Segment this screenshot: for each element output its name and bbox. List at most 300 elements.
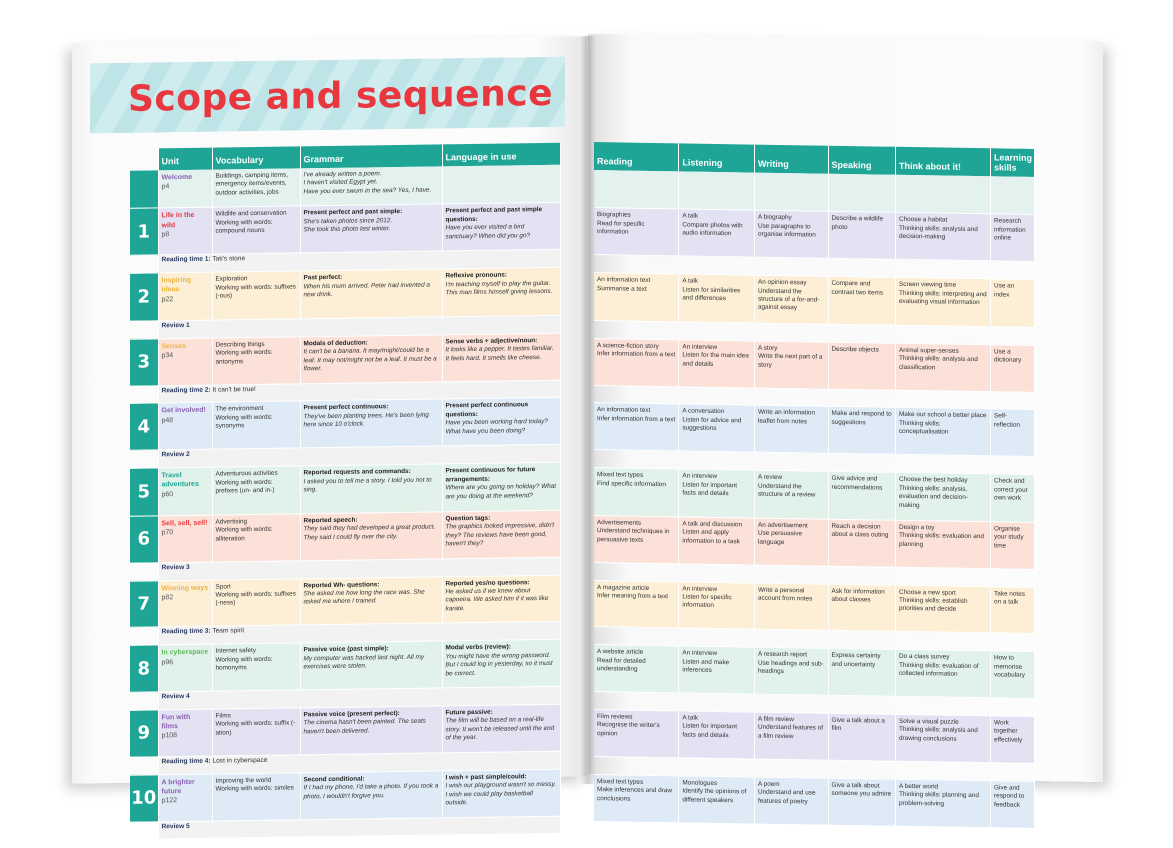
divider-bold: Review 4 — [161, 693, 190, 701]
cell-line: Listen for the main idea and details — [682, 351, 749, 368]
vocabulary-cell — [212, 514, 300, 562]
divider-spacer — [130, 627, 158, 645]
cell-line: Give and respond to feedback — [994, 784, 1025, 809]
cell-line: Mixed text types — [597, 471, 644, 479]
cell-line: Research information online — [994, 217, 1026, 242]
cell-line: How to memorise vocabulary — [994, 654, 1025, 680]
grammar-heading: Second conditional: — [303, 775, 365, 784]
cell-line: A better world — [898, 782, 939, 791]
language-heading: I wish + past simple/could: — [445, 772, 527, 782]
language-heading: Future passive: — [445, 708, 493, 717]
vocabulary-cell — [212, 708, 300, 756]
grammar-heading: Reported speech: — [303, 516, 358, 525]
cell-line: Make and respond to suggestions — [831, 410, 892, 427]
cell-line: Buildings, camping items, emergency items/events, outdoor activities, jobs — [215, 171, 288, 197]
cell-line: Thinking skills: analysis and drawing conclusions — [898, 726, 978, 743]
divider-bold: Review 1 — [161, 321, 190, 330]
listening-cell — [679, 469, 755, 518]
cell-line: Mixed text types — [597, 777, 644, 786]
divider-spacer — [130, 255, 158, 273]
left-page — [72, 36, 587, 830]
divider-bold: Reading time 1: — [161, 255, 211, 264]
cell-line: Choose the best holiday — [898, 475, 968, 485]
reading-cell — [594, 273, 679, 322]
grammar-heading: Passive voice (past simple): — [303, 645, 389, 654]
think-about-it-cell — [895, 472, 990, 521]
cell-line: An interview — [682, 472, 718, 481]
cell-line: Working with words: compound nouns — [215, 218, 273, 235]
unit-title: Senses — [161, 342, 187, 351]
listening-cell — [679, 171, 755, 210]
listening-cell — [679, 340, 755, 388]
unit-number: 10 — [130, 775, 158, 822]
cell-line: Sport — [215, 582, 231, 591]
vocabulary-cell — [212, 578, 300, 626]
learning-skills-cell — [991, 474, 1035, 522]
unit-row — [130, 203, 560, 256]
cell-line: A research report — [757, 650, 807, 659]
unit-page: p8 — [161, 231, 170, 239]
unit-row — [130, 640, 560, 693]
think-about-it-cell — [895, 277, 990, 326]
learning-skills-cell — [991, 781, 1035, 829]
cell-line: Compare and contrast two items — [831, 279, 884, 297]
language-in-use-cell — [442, 203, 560, 251]
cell-line: Working with words: synonyms — [215, 413, 273, 430]
unit-page: p108 — [161, 732, 178, 740]
grammar-cell — [300, 335, 442, 384]
unit-title: Fun with films — [161, 713, 191, 731]
cell-line: Reach a decision about a class outing — [831, 522, 889, 539]
unit-page: p70 — [161, 529, 174, 537]
speaking-cell — [828, 174, 895, 213]
learning-skills-cell — [991, 522, 1035, 570]
grammar-cell — [300, 166, 442, 206]
unit-page: p34 — [161, 352, 174, 360]
unit-number: 5 — [130, 468, 158, 516]
cell-line: Self-reflection — [994, 412, 1020, 429]
divider-spacer — [130, 450, 158, 468]
speaking-cell — [828, 713, 895, 761]
unit-row — [594, 710, 1035, 764]
unit-row — [130, 510, 560, 563]
cell-line: A talk and discussion — [682, 520, 743, 529]
cell-line: Use an index — [994, 282, 1015, 299]
unit-row — [594, 774, 1035, 828]
cell-line: Listen and apply information to a task — [682, 528, 740, 546]
cell-line: Working with words: suffix (-ation) — [215, 719, 296, 737]
cell-line: Film reviews — [597, 713, 633, 721]
grammar-example: My computer was hacked last night. All my exercises were stolen. — [303, 653, 425, 671]
language-in-use-cell — [442, 769, 560, 817]
divider-bold: Review 3 — [161, 563, 190, 572]
cell-line: Thinking skills: analysis, evaluation and decision-making — [898, 484, 968, 509]
cell-line: Listen for important facts and details — [682, 722, 738, 740]
divider-text: Lost in cyberspace — [212, 756, 268, 765]
cell-line: Working with words: homonyms — [215, 655, 273, 672]
divider-bold: Review 5 — [161, 822, 190, 830]
language-example: Have you ever visited a bird sanctuary? When did you go? — [445, 223, 531, 241]
listening-cell — [679, 274, 755, 323]
unit-page: p96 — [161, 658, 174, 666]
unit-title-cell — [158, 272, 212, 320]
language-heading: Reported yes/no questions: — [445, 578, 530, 587]
cell-line: Infer information from a text — [597, 350, 676, 359]
cell-line: Thinking skills: evaluation and planning — [898, 532, 984, 548]
cell-line: Screen viewing time — [898, 280, 957, 289]
cell-line: Organise your study time — [994, 525, 1024, 550]
cell-line: Identify the opinions of different speakers — [682, 787, 747, 804]
divider-spacer — [130, 757, 158, 775]
cell-line: Working with words: antonyms — [215, 348, 273, 366]
language-example: The film will be based on a real-life story. It won't be released until the end of the year. — [445, 716, 555, 742]
cell-line: Understand techniques in persuasive texts — [597, 527, 670, 544]
unit-row — [130, 769, 560, 822]
unit-row — [130, 267, 560, 321]
column-header: Unit — [158, 148, 212, 171]
cell-line: An information text — [597, 276, 651, 285]
cell-line: Listen for advice and suggestions — [682, 416, 742, 433]
grammar-example: I've already written a poem. — [303, 170, 382, 179]
vocabulary-cell — [212, 773, 300, 821]
cell-line: Give a talk about a film — [831, 716, 885, 733]
reading-cell — [594, 403, 679, 451]
cell-line: Wildlife and conservation — [215, 209, 287, 218]
speaking-cell — [828, 519, 895, 567]
language-in-use-cell — [442, 398, 560, 446]
cell-line: Use headings and sub-headings — [757, 659, 824, 676]
learning-skills-cell — [991, 344, 1035, 392]
unit-number: 4 — [130, 403, 158, 450]
cell-line: A film review — [757, 715, 794, 724]
think-about-it-cell — [895, 408, 990, 456]
column-header: Reading — [594, 142, 679, 171]
grammar-cell — [300, 706, 442, 755]
divider-bold: Review 2 — [161, 451, 190, 459]
unit-number — [130, 170, 158, 208]
cell-line: Adventurous activities — [215, 469, 278, 478]
unit-title-cell — [158, 644, 212, 692]
language-heading: Present continuous for future arrangements: — [445, 466, 536, 483]
unit-number: 3 — [130, 339, 158, 386]
language-in-use-cell — [442, 575, 560, 623]
grammar-cell — [300, 512, 442, 561]
writing-cell — [754, 647, 828, 695]
grammar-example: I asked you to tell me a story. I told you not to sing. — [303, 476, 432, 494]
unit-title-cell — [158, 709, 212, 757]
unit-row — [130, 165, 560, 209]
cell-line: Advertisements — [597, 518, 642, 527]
writing-cell — [754, 341, 828, 389]
cell-line: Express certainty and uncertainty — [831, 652, 881, 669]
cell-line: A science-fiction story — [597, 341, 659, 350]
writing-cell — [754, 275, 828, 324]
language-in-use-cell — [442, 704, 560, 752]
unit-row — [130, 704, 560, 757]
unit-page: p48 — [161, 416, 174, 425]
cell-line: Working with words: similes — [215, 784, 294, 793]
grammar-cell — [300, 771, 442, 820]
language-in-use-cell — [442, 640, 560, 688]
grammar-example: When his mum arrived, Peter had invented a new drink. — [303, 281, 430, 299]
reading-cell — [594, 774, 679, 822]
column-header: Think about it! — [895, 147, 990, 176]
unit-title-cell — [158, 515, 212, 563]
page-title: Scope and sequence — [128, 72, 553, 120]
cell-line: A magazine article — [597, 583, 650, 592]
left-table — [130, 143, 561, 840]
cell-line: Infer information from a text — [597, 414, 676, 424]
cell-line: Recognise the writer's opinion — [597, 721, 660, 738]
divider-bold: Reading time 4: — [161, 757, 211, 766]
cell-line: Work together effectively — [994, 719, 1023, 744]
think-about-it-cell — [895, 650, 990, 698]
listening-cell — [679, 517, 755, 565]
cell-line: A talk — [682, 212, 698, 221]
cell-line: An interview — [682, 649, 718, 658]
cell-line: Understand the structure of a review — [757, 482, 816, 499]
cell-line: A story — [757, 344, 778, 352]
unit-number: 2 — [130, 273, 158, 321]
cell-line: Thinking skills: interpreting and evaluating visual information — [898, 289, 987, 307]
cell-line: Write a personal account from notes — [757, 586, 813, 603]
cell-line: Infer meaning from a text — [597, 592, 669, 601]
unit-number-header — [130, 148, 158, 170]
reading-cell — [594, 580, 679, 628]
cell-line: Take notes on a talk — [994, 589, 1025, 606]
cell-line: An interview — [682, 343, 718, 351]
right-page — [588, 34, 1103, 809]
unit-title: In cyberspace — [161, 648, 209, 657]
unit-number: 7 — [130, 580, 158, 627]
cell-line: Working with words: prefixes (un- and in-) — [215, 478, 275, 495]
language-example: I wish our playground wasn't so messy. I wish we could play basketball outside. — [445, 781, 556, 807]
unit-number: 6 — [130, 516, 158, 563]
language-heading: Present perfect continuous questions: — [445, 401, 529, 419]
cell-line: A talk — [682, 277, 698, 285]
think-about-it-cell — [895, 175, 990, 214]
right-table — [594, 142, 1035, 846]
unit-row — [594, 515, 1035, 569]
learning-skills-cell — [991, 586, 1035, 634]
reading-cell — [594, 468, 679, 517]
cell-line: Improving the world — [215, 776, 272, 785]
grammar-cell — [300, 464, 442, 514]
writing-cell — [754, 777, 828, 825]
cell-line: Give a talk about someone you admire — [831, 781, 892, 798]
cell-line: Working with words: alliteration — [215, 526, 273, 543]
listening-cell — [679, 776, 755, 824]
vocabulary-cell — [212, 271, 300, 320]
column-header: Speaking — [828, 146, 895, 175]
writing-cell — [754, 405, 828, 453]
cell-line: A review — [757, 473, 783, 482]
column-header: Vocabulary — [212, 146, 300, 169]
speaking-cell — [828, 276, 895, 325]
think-about-it-cell — [895, 520, 990, 568]
vocabulary-cell — [212, 206, 300, 254]
speaking-cell — [828, 407, 895, 455]
unit-row — [594, 468, 1035, 523]
cell-line: Choose a habitat — [898, 216, 948, 224]
cell-line: Monologues — [682, 779, 718, 787]
language-heading: Question tags: — [445, 514, 491, 523]
grammar-heading: Past perfect: — [303, 273, 343, 282]
language-in-use-cell — [442, 267, 560, 316]
cell-line: Thinking skills: establish priorities and decide — [898, 596, 968, 614]
cell-line: Do a class survey — [898, 653, 950, 661]
unit-number: 1 — [130, 208, 158, 255]
unit-title: Sell, sell, sell! — [161, 519, 208, 528]
cell-line: Understand and use features of poetry — [757, 788, 816, 806]
cell-line: A poem — [757, 780, 780, 788]
column-header: Listening — [679, 143, 755, 172]
cell-line: A website article — [597, 648, 644, 657]
speaking-cell — [828, 212, 895, 260]
language-example: Have you been working hard today? What have you been doing? — [445, 418, 548, 436]
cell-line: Describe objects — [831, 345, 879, 354]
language-example: Where are you going on holiday? What are you doing at the weekend? — [445, 482, 556, 500]
writing-cell — [754, 173, 828, 212]
cell-line: A talk — [682, 714, 698, 722]
cell-line: Read for specific information — [597, 219, 645, 236]
listening-cell — [679, 646, 755, 694]
reading-cell — [594, 710, 679, 758]
cell-line: Films — [215, 712, 231, 720]
vocabulary-cell — [212, 168, 300, 207]
divider-text: Tati's stone — [212, 255, 246, 263]
grammar-heading: Passive voice (present perfect): — [303, 710, 400, 719]
cell-line: Solve a visual puzzle — [898, 717, 959, 726]
grammar-example: They've been planting trees. He's been lying here since 10 o'clock. — [303, 411, 429, 429]
language-example: You might have the wrong password. But I could log in yesterday, so it must be correct. — [445, 651, 553, 678]
listening-cell — [679, 581, 755, 629]
cell-line: Find specific information — [597, 479, 666, 488]
unit-page: p60 — [161, 490, 174, 498]
think-about-it-cell — [895, 779, 990, 827]
unit-row — [130, 575, 560, 628]
unit-title-cell — [158, 580, 212, 628]
cell-line: Thinking skills: analysis and classification — [898, 354, 978, 372]
unit-page: p82 — [161, 593, 174, 602]
grammar-cell — [300, 399, 442, 448]
cell-line: Describing things — [215, 340, 265, 349]
unit-title: A brighter future — [161, 778, 195, 796]
language-heading: Sense verbs + adjective/noun: — [445, 336, 538, 346]
cell-line: Working with words: suffixes (-ness) — [215, 590, 296, 608]
grammar-example: She took this photo last winter. — [303, 225, 391, 234]
cell-line: Give advice and recommendations — [831, 474, 883, 492]
writing-cell — [754, 712, 828, 760]
divider-spacer — [130, 563, 158, 581]
column-header: Learning skills — [991, 148, 1035, 177]
cell-line: Summarise a text — [597, 284, 647, 293]
writing-cell — [754, 518, 828, 566]
cell-line: Internet safety — [215, 647, 256, 655]
reading-cell — [594, 208, 679, 256]
language-heading: Modal verbs (review): — [445, 643, 511, 652]
speaking-cell — [828, 471, 895, 520]
cell-line: Thinking skills: analysis and decision-making — [898, 224, 978, 241]
cell-line: Listen for specific information — [682, 593, 732, 610]
cell-line: Understand the structure of a for-and-against essay — [757, 287, 820, 312]
think-about-it-cell — [895, 213, 990, 261]
grammar-example: If I had my phone, I'd take a photo. If you took a photo, I wouldn't forgive you. — [303, 782, 439, 801]
cell-line: Understand features of a film review — [757, 724, 823, 741]
cell-line: Use persuasive language — [757, 529, 802, 546]
unit-page: p4 — [161, 183, 170, 191]
divider-bold: Reading time 3: — [161, 628, 211, 636]
unit-title: Inspiring ideas — [161, 277, 192, 294]
cell-line: Compare photos with audio information — [682, 221, 743, 238]
cell-line: Make our school a better place — [898, 411, 987, 420]
writing-cell — [754, 470, 828, 519]
divider-text: It can't be true! — [212, 385, 256, 394]
cell-line: An information text — [597, 406, 651, 415]
unit-row — [594, 645, 1035, 699]
cell-line: An advertisement — [757, 521, 808, 530]
learning-skills-cell — [991, 176, 1035, 215]
divider-bold: Reading time 2: — [161, 386, 211, 394]
cell-line: Write an information leaflet from notes — [757, 409, 816, 426]
learning-skills-cell — [991, 279, 1035, 327]
unit-title-cell — [158, 467, 212, 515]
unit-row — [594, 338, 1035, 392]
unit-row — [594, 403, 1035, 457]
unit-title-cell — [158, 338, 212, 386]
listening-cell — [679, 711, 755, 759]
unit-title: Winning ways — [161, 584, 209, 592]
column-header: Language in use — [442, 143, 560, 167]
think-about-it-cell — [895, 343, 990, 391]
grammar-heading: Reported Wh- questions: — [303, 580, 380, 589]
cell-line: Thinking skills: conceptualisation — [898, 419, 949, 436]
unit-row — [130, 462, 560, 516]
cell-line: Listen for important facts and details — [682, 481, 738, 498]
listening-cell — [679, 209, 755, 257]
unit-page: p122 — [161, 797, 178, 805]
grammar-heading: Present perfect and past simple: — [303, 208, 403, 217]
language-in-use-cell — [442, 333, 560, 381]
language-example: It looks like a pepper. It tastes familiar. It feels hard. It smells like cheese. — [445, 345, 554, 362]
vocabulary-cell — [212, 466, 300, 515]
grammar-example: The cinema hasn't been painted. The seats haven't been delivered. — [303, 718, 426, 736]
unit-row — [594, 580, 1035, 634]
unit-title-cell — [158, 403, 212, 451]
unit-title: Get involved! — [161, 407, 206, 415]
vocabulary-cell — [212, 401, 300, 449]
divider-text: Team spirit — [212, 627, 245, 636]
unit-row — [130, 333, 560, 386]
cell-line: Advertising — [215, 518, 248, 526]
language-example: The graphics looked impressive, didn't they? The reviews have been good, haven't they? — [445, 522, 554, 548]
grammar-example: I haven't visited Egypt yet. — [303, 178, 378, 187]
cell-line: Listen and make inferences — [682, 658, 730, 675]
reading-cell — [594, 645, 679, 693]
unit-title: Life in the wild — [161, 212, 195, 229]
vocabulary-cell — [212, 643, 300, 691]
divider-spacer — [130, 385, 158, 403]
grammar-example: It can't be a banana. It may/might/could be a leaf. It may not/might not be a leaf. It must be a flower. — [303, 346, 437, 373]
language-heading: Present perfect and past simple questions: — [445, 206, 543, 224]
language-example: I'm teaching myself to play the guitar. This man films himself giving lessons. — [445, 279, 553, 297]
language-in-use-cell — [442, 462, 560, 511]
divider-spacer — [130, 692, 158, 710]
cell-line: Read for detailed understanding — [597, 656, 646, 673]
column-header: Writing — [754, 145, 828, 174]
divider-spacer — [130, 821, 158, 839]
grammar-cell — [300, 269, 442, 319]
